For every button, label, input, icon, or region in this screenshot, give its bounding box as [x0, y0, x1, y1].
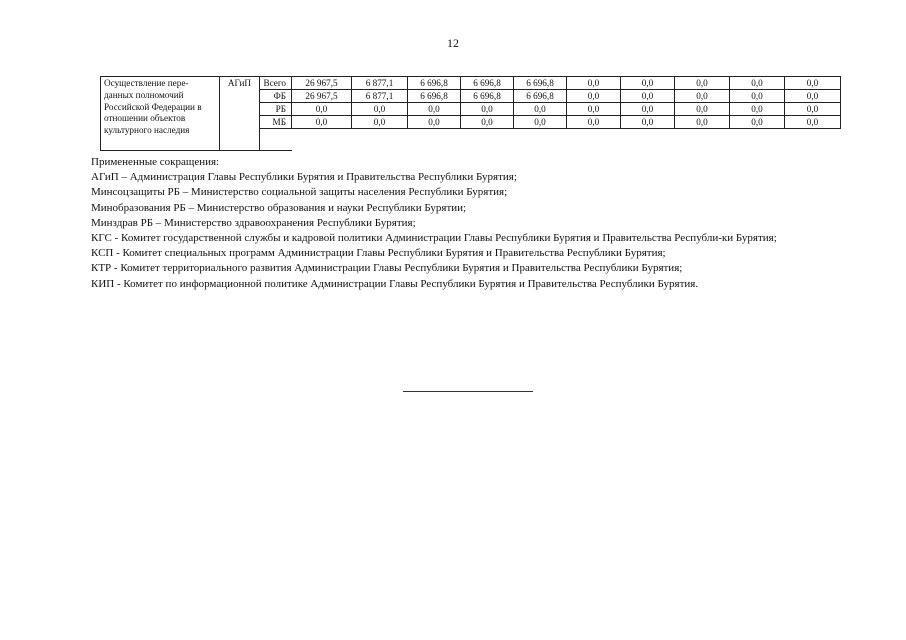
value-cell: 26 967,5	[292, 90, 352, 103]
abbreviation-item: Минздрав РБ – Министерство здравоохранения Республики Бурятия;	[91, 216, 416, 229]
value-cell: 0,0	[785, 77, 841, 90]
value-cell: 0,0	[675, 103, 730, 116]
funding-source: ФБ	[260, 90, 292, 103]
page-number: 12	[447, 36, 459, 50]
value-cell: 0,0	[621, 116, 675, 129]
empty-cell	[260, 129, 292, 151]
funding-source: Всего	[260, 77, 292, 90]
value-cell: 0,0	[730, 116, 785, 129]
value-cell: 0,0	[621, 77, 675, 90]
value-cell: 0,0	[461, 116, 514, 129]
abbreviation-item: АГиП – Администрация Главы Республики Бурятия и Правительства Республики Бурятия;	[91, 171, 517, 184]
value-cell: 0,0	[408, 103, 461, 116]
value-cell: 0,0	[567, 103, 621, 116]
value-cell: 0,0	[785, 103, 841, 116]
value-cell: 0,0	[675, 90, 730, 103]
value-cell: 26 967,5	[292, 77, 352, 90]
value-cell: 0,0	[730, 90, 785, 103]
abbreviation-item: КТР - Комитет территориального развития Администрации Главы Республики Бурятия и Правительства Республики Бурятия;	[91, 262, 683, 275]
value-cell: 6 696,8	[514, 77, 567, 90]
funding-source: МБ	[260, 116, 292, 129]
value-cell: 0,0	[461, 103, 514, 116]
footer-divider	[403, 391, 533, 392]
abbreviation-item: Минобразования РБ – Министерство образования и науки Республики Бурятии;	[91, 201, 467, 214]
table-row	[101, 77, 841, 90]
abbreviation-item: КСП - Комитет специальных программ Администрации Главы Республики Бурятия и Правительства Республики Бурятия;	[91, 247, 666, 260]
value-cell: 6 696,8	[461, 90, 514, 103]
value-cell: 0,0	[730, 77, 785, 90]
value-cell: 0,0	[292, 116, 352, 129]
value-cell: 0,0	[567, 77, 621, 90]
value-cell: 0,0	[352, 116, 408, 129]
executor-cell: АГиП	[220, 77, 260, 151]
value-cell: 6 696,8	[408, 90, 461, 103]
abbreviations-section	[91, 155, 851, 292]
value-cell: 0,0	[514, 103, 567, 116]
value-cell: 0,0	[567, 116, 621, 129]
value-cell: 6 696,8	[514, 90, 567, 103]
measure-description: Осуществление пере-данных полномочий Российской Федерации в отношении объектов культурного наследия	[101, 77, 220, 151]
value-cell: 0,0	[621, 90, 675, 103]
abbreviations-heading: Примененные сокращения:	[91, 156, 220, 168]
value-cell: 0,0	[408, 116, 461, 129]
value-cell: 0,0	[675, 77, 730, 90]
value-cell: 0,0	[675, 116, 730, 129]
value-cell: 0,0	[514, 116, 567, 129]
value-cell: 6 877,1	[352, 90, 408, 103]
abbreviation-item: КГС - Комитет государственной службы и кадровой политики Администрации Главы Республики Бурятия и Правительства Республи-ки Бурятия;	[91, 232, 777, 245]
abbreviation-item: КИП - Комитет по информационной политике Администрации Главы Республики Бурятия и Правительства Республики Бурятия.	[91, 277, 699, 290]
funding-source: РБ	[260, 103, 292, 116]
value-cell: 0,0	[785, 116, 841, 129]
value-cell: 0,0	[621, 103, 675, 116]
value-cell: 0,0	[292, 103, 352, 116]
value-cell: 0,0	[785, 90, 841, 103]
empty-cell	[292, 129, 841, 151]
value-cell: 6 696,8	[461, 77, 514, 90]
value-cell: 0,0	[730, 103, 785, 116]
value-cell: 0,0	[567, 90, 621, 103]
abbreviation-item: Минсоцзащиты РБ – Министерство социальной защиты населения Республики Бурятия;	[91, 186, 508, 199]
value-cell: 0,0	[352, 103, 408, 116]
funding-table	[100, 76, 841, 151]
value-cell: 6 696,8	[408, 77, 461, 90]
value-cell: 6 877,1	[352, 77, 408, 90]
